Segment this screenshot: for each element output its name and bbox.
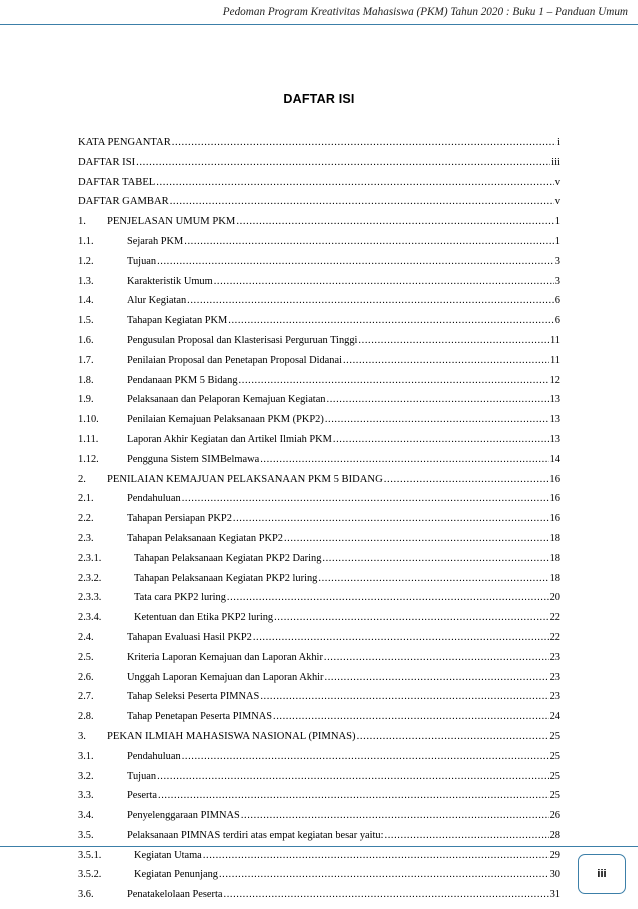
toc-entry-number: 1.9. — [78, 394, 94, 406]
toc-entry[interactable] — [78, 850, 560, 870]
dot-leader — [136, 157, 550, 169]
toc-entry-title: KATA PENGANTAR — [78, 137, 171, 148]
toc-entry-page: 28 — [549, 829, 560, 841]
toc-entry-number: 2.4. — [78, 631, 94, 643]
toc-entry-number: 2.3.2. — [78, 572, 102, 584]
dot-leader — [182, 493, 549, 505]
toc-entry-number: 3.5.1. — [78, 849, 102, 861]
dot-leader — [357, 731, 549, 743]
toc-entry-page: 25 — [549, 770, 560, 782]
toc-entry[interactable] — [78, 751, 560, 771]
toc-entry-number: 2.5. — [78, 651, 94, 663]
toc-entry[interactable] — [78, 236, 560, 256]
toc-entry-title: Pendahuluan — [127, 750, 181, 762]
toc-entry-title: Tujuan — [127, 255, 157, 267]
toc-entry[interactable] — [78, 137, 560, 157]
toc-entry-page: 16 — [549, 473, 560, 485]
toc-entry-page: 3 — [554, 275, 560, 287]
toc-entry-number: 3.5. — [78, 829, 94, 841]
dot-leader — [214, 276, 554, 288]
toc-entry-page: 1 — [554, 235, 560, 247]
toc-entry-title: Tahapan Persiapan PKP2 — [127, 513, 232, 525]
dot-leader — [260, 691, 548, 703]
toc-entry-page: 31 — [549, 889, 560, 901]
toc-entry-number: 2.3.1. — [78, 552, 102, 564]
toc-entry-title: PENILAIAN KEMAJUAN PELAKSANAAN PKM 5 BIDANG — [107, 473, 383, 485]
toc-entry[interactable] — [78, 335, 560, 355]
toc-entry-page: 30 — [549, 869, 560, 881]
dot-leader — [239, 375, 549, 387]
toc-entry-page: v — [554, 196, 560, 208]
running-header: Pedoman Program Kreativitas Mahasiswa (PKM) Tahun 2020 : Buku 1 – Panduan Umum — [222, 6, 628, 18]
toc-entry[interactable] — [78, 493, 560, 513]
toc-entry[interactable] — [78, 355, 560, 375]
toc-entry[interactable] — [78, 592, 560, 612]
toc-entry[interactable] — [78, 790, 560, 810]
toc-entry-page: i — [557, 137, 560, 148]
toc-entry-number: 1. — [78, 216, 86, 228]
toc-entry-title: DAFTAR GAMBAR — [78, 196, 169, 208]
toc-entry-title: Tujuan — [127, 770, 157, 782]
toc-entry-page: 11 — [549, 354, 560, 366]
dot-leader — [273, 711, 549, 723]
toc-entry-number: 3.1. — [78, 750, 94, 762]
dot-leader — [233, 513, 549, 525]
header-divider — [0, 24, 638, 25]
toc-entry[interactable] — [78, 315, 560, 335]
toc-entry[interactable] — [78, 632, 560, 652]
toc-entry-page: 18 — [549, 572, 560, 584]
toc-entry-title: Kriteria Laporan Kemajuan dan Laporan Akhir — [127, 651, 323, 663]
toc-entry-page: 14 — [549, 453, 560, 465]
toc-entry-number: 2.1. — [78, 493, 94, 505]
toc-entry-number: 3. — [78, 730, 86, 742]
toc-entry-page: 23 — [549, 651, 560, 663]
toc-entry-title: Unggah Laporan Kemajuan dan Laporan Akhir — [127, 671, 324, 683]
toc-entry[interactable] — [78, 513, 560, 533]
toc-entry-title: Sejarah PKM — [127, 235, 184, 247]
toc-entry-title: Tahapan Pelaksanaan Kegiatan PKP2 luring — [134, 572, 318, 584]
toc-entry-number: 3.2. — [78, 770, 94, 782]
toc-entry[interactable] — [78, 612, 560, 632]
toc-entry[interactable] — [78, 810, 560, 830]
dot-leader — [385, 830, 549, 842]
toc-entry[interactable] — [78, 652, 560, 672]
dot-leader — [253, 632, 549, 644]
toc-entry-title: Tahapan Pelaksanaan Kegiatan PKP2 — [127, 532, 283, 544]
toc-entry[interactable] — [78, 711, 560, 731]
toc-entry[interactable] — [78, 533, 560, 553]
toc-entry-page: 18 — [549, 532, 560, 544]
toc-entry-number: 3.4. — [78, 810, 94, 822]
dot-leader — [219, 869, 549, 881]
dot-leader — [158, 790, 549, 802]
dot-leader — [358, 335, 549, 347]
toc-entry-title: Penilaian Proposal dan Penetapan Proposal Didanai — [127, 354, 342, 366]
toc-entry-page: 26 — [549, 810, 560, 822]
dot-leader — [324, 652, 549, 664]
dot-leader — [157, 771, 549, 783]
toc-entry[interactable] — [78, 295, 560, 315]
toc-entry-page: 25 — [549, 750, 560, 762]
dot-leader — [274, 612, 549, 624]
dot-leader — [322, 553, 548, 565]
toc-entry-page: 12 — [549, 374, 560, 386]
toc-entry-page: iii — [551, 156, 560, 168]
toc-entry[interactable] — [78, 553, 560, 573]
toc-entry-title: Ketentuan dan Etika PKP2 luring — [134, 612, 274, 624]
dot-leader — [224, 889, 549, 901]
dot-leader — [156, 177, 553, 189]
toc-entry-page: 18 — [549, 552, 560, 564]
toc-entry-page: v — [554, 176, 560, 188]
toc-entry-title: PEKAN ILMIAH MAHASISWA NASIONAL (PIMNAS) — [107, 730, 356, 742]
toc-entry-page: 25 — [549, 730, 560, 742]
toc-entry-title: Tahapan Kegiatan PKM — [127, 315, 228, 327]
toc-entry-page: 13 — [549, 433, 560, 445]
toc-entry-number: 2.6. — [78, 671, 94, 683]
page-number: iii — [597, 868, 607, 880]
dot-leader — [172, 137, 556, 149]
dot-leader — [182, 751, 549, 763]
toc-entry-page: 1 — [554, 216, 560, 228]
toc-entry-title: Tahapan Evaluasi Hasil PKP2 — [127, 631, 252, 643]
toc-entry-title: DAFTAR ISI — [78, 156, 136, 168]
toc-entry-page: 20 — [549, 592, 560, 604]
toc-entry-number: 1.1. — [78, 235, 94, 247]
toc-entry-number: 1.6. — [78, 334, 94, 346]
toc-entry[interactable] — [78, 731, 560, 751]
toc-entry[interactable] — [78, 177, 560, 197]
toc-entry-title: Pelaksanaan dan Pelaporan Kemajuan Kegiatan — [127, 394, 326, 406]
toc-entry-title: Kegiatan Utama — [134, 849, 202, 861]
toc-entry-title: Tahap Seleksi Peserta PIMNAS — [127, 691, 260, 703]
toc-entry[interactable] — [78, 672, 560, 692]
toc-entry-title: Penyelenggaraan PIMNAS — [127, 810, 240, 822]
dot-leader — [318, 573, 548, 585]
toc-entry-title: Laporan Akhir Kegiatan dan Artikel Ilmiah PKM — [127, 433, 332, 445]
toc-entry-page: 16 — [549, 513, 560, 525]
footer-divider — [0, 846, 638, 847]
toc-entry[interactable] — [78, 434, 560, 454]
toc-entry-title: Penilaian Kemajuan Pelaksanaan PKM (PKP2) — [127, 414, 324, 426]
dot-leader — [260, 454, 548, 466]
toc-entry[interactable] — [78, 157, 560, 177]
toc-entry-title: Tahapan Pelaksanaan Kegiatan PKP2 Daring — [134, 552, 322, 564]
toc-entry-number: 2.3.3. — [78, 592, 102, 604]
dot-leader — [157, 256, 554, 268]
dot-leader — [325, 414, 549, 426]
toc-entry-number: 1.8. — [78, 374, 94, 386]
toc-entry-number: 2.3.4. — [78, 612, 102, 624]
toc-entry-title: Pengguna Sistem SIMBelmawa — [127, 453, 260, 465]
toc-entry-title: Penatakelolaan Peserta — [127, 889, 223, 901]
dot-leader — [333, 434, 549, 446]
toc-entry-title: Tata cara PKP2 luring — [134, 592, 226, 604]
toc-entry-page: 6 — [554, 295, 560, 307]
toc-entry[interactable] — [78, 869, 560, 889]
toc-entry-number: 1.5. — [78, 315, 94, 327]
toc-entry-page: 6 — [554, 315, 560, 327]
toc-entry-page: 22 — [549, 612, 560, 624]
toc-entry-number: 3.6. — [78, 889, 94, 901]
toc-entry[interactable] — [78, 394, 560, 414]
toc-entry-number: 1.12. — [78, 453, 99, 465]
dot-leader — [228, 315, 554, 327]
toc-entry[interactable] — [78, 454, 560, 474]
toc-entry[interactable] — [78, 375, 560, 395]
toc-entry[interactable] — [78, 216, 560, 236]
toc-entry-number: 3.5.2. — [78, 869, 102, 881]
toc-entry-title: Kegiatan Penunjang — [134, 869, 218, 881]
toc-entry-title: Peserta — [127, 790, 158, 802]
toc-entry-title: Pelaksanaan PIMNAS terdiri atas empat kegiatan besar yaitu: — [127, 829, 384, 841]
toc-entry-number: 1.4. — [78, 295, 94, 307]
toc-entry-page: 23 — [549, 671, 560, 683]
dot-leader — [384, 474, 549, 486]
toc-entry-number: 1.3. — [78, 275, 94, 287]
toc-entry-number: 1.11. — [78, 433, 99, 445]
toc-entry-title: Pengusulan Proposal dan Klasterisasi Perguruan Tinggi — [127, 334, 358, 346]
toc-entry-number: 2.2. — [78, 513, 94, 525]
toc-entry-number: 3.3. — [78, 790, 94, 802]
toc-entry-title: Pendanaan PKM 5 Bidang — [127, 374, 238, 386]
table-of-contents — [78, 137, 560, 909]
toc-entry-page: 29 — [549, 849, 560, 861]
toc-entry-page: 13 — [549, 414, 560, 426]
toc-entry[interactable] — [78, 691, 560, 711]
page-number-badge — [578, 854, 626, 894]
dot-leader — [184, 236, 554, 248]
toc-entry-title: Pendahuluan — [127, 493, 181, 505]
dot-leader — [325, 672, 549, 684]
toc-entry-number: 1.7. — [78, 354, 94, 366]
dot-leader — [227, 592, 549, 604]
dot-leader — [343, 355, 549, 367]
dot-leader — [236, 216, 553, 228]
toc-entry[interactable] — [78, 256, 560, 276]
dot-leader — [327, 394, 549, 406]
toc-entry-page: 13 — [549, 394, 560, 406]
toc-entry-page: 3 — [554, 255, 560, 267]
toc-entry-page: 11 — [549, 334, 560, 346]
toc-entry[interactable] — [78, 771, 560, 791]
dot-leader — [241, 810, 549, 822]
toc-entry-title: DAFTAR TABEL — [78, 176, 156, 188]
toc-entry[interactable] — [78, 276, 560, 296]
toc-entry[interactable] — [78, 474, 560, 494]
dot-leader — [187, 295, 554, 307]
toc-entry-number: 2.3. — [78, 532, 94, 544]
toc-entry-number: 2. — [78, 473, 86, 485]
toc-entry-page: 22 — [549, 631, 560, 643]
toc-entry[interactable] — [78, 414, 560, 434]
page-title: DAFTAR ISI — [283, 92, 355, 106]
toc-entry-title: PENJELASAN UMUM PKM — [107, 216, 236, 228]
toc-entry[interactable] — [78, 196, 560, 216]
toc-entry-number: 2.8. — [78, 711, 94, 723]
toc-entry-page: 25 — [549, 790, 560, 802]
toc-entry-page: 23 — [549, 691, 560, 703]
toc-entry-number: 2.7. — [78, 691, 94, 703]
toc-entry[interactable] — [78, 889, 560, 909]
toc-entry-title: Alur Kegiatan — [127, 295, 187, 307]
toc-entry-page: 16 — [549, 493, 560, 505]
dot-leader — [203, 850, 549, 862]
toc-entry-number: 1.10. — [78, 414, 99, 426]
toc-entry-title: Karakteristik Umum — [127, 275, 213, 287]
toc-entry[interactable] — [78, 573, 560, 593]
toc-entry-number: 1.2. — [78, 255, 94, 267]
dot-leader — [170, 196, 554, 208]
toc-entry-page: 24 — [549, 711, 560, 723]
toc-entry-title: Tahap Penetapan Peserta PIMNAS — [127, 711, 272, 723]
dot-leader — [284, 533, 549, 545]
